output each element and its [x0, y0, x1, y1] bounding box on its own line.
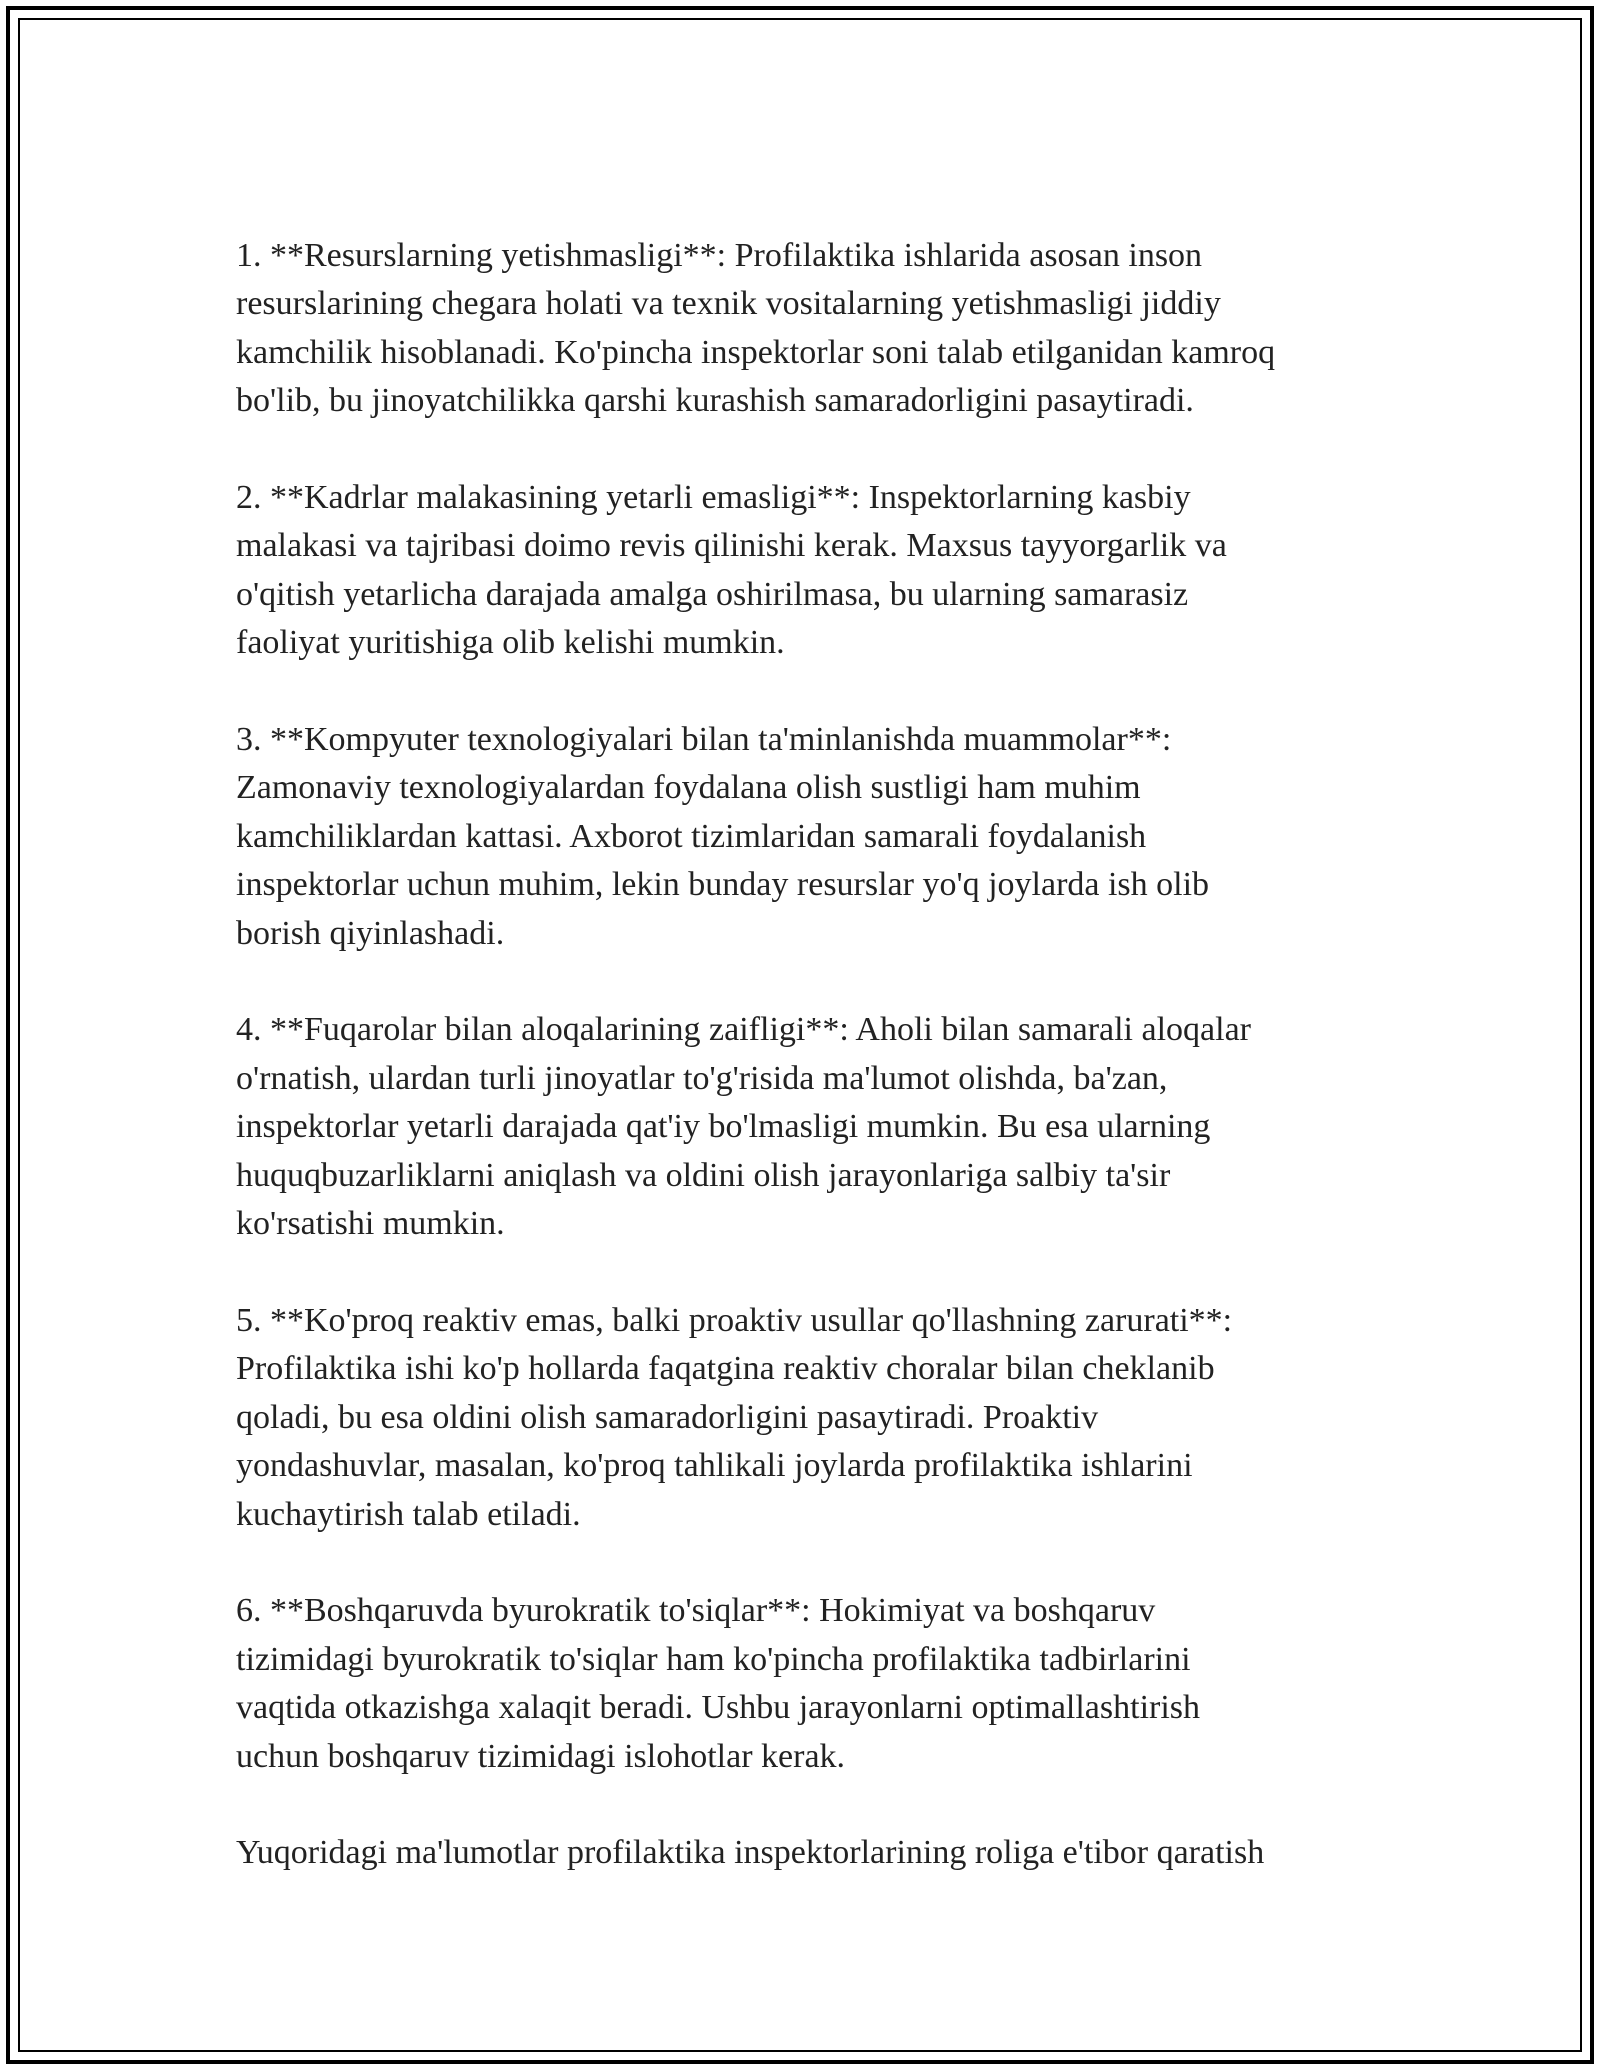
text-line: bo'lib, bu jinoyatchilikka qarshi kurashish samaradorligini pasaytiradi.: [236, 382, 1194, 420]
document-body: [236, 232, 1376, 1926]
paragraph-2: [236, 474, 1376, 668]
text-line: 5. **Ko'proq reaktiv emas, balki proaktiv usullar qo'llashning zarurati**:: [236, 1301, 1233, 1339]
paragraph-7: [236, 1829, 1376, 1877]
text-line: qoladi, bu esa oldini olish samaradorligini pasaytiradi. Proaktiv: [236, 1398, 1099, 1436]
text-line: inspektorlar yetarli darajada qat'iy bo'lmasligi mumkin. Bu esa ularning: [236, 1108, 1211, 1146]
text-line: faoliyat yuritishiga olib kelishi mumkin.: [236, 624, 785, 662]
text-line: yondashuvlar, masalan, ko'proq tahlikali joylarda profilaktika ishlarini: [236, 1447, 1193, 1485]
text-line: o'qitish yetarlicha darajada amalga oshirilmasa, bu ularning samarasiz: [236, 575, 1189, 613]
text-line: 4. **Fuqarolar bilan aloqalarining zaifligi**: Aholi bilan samarali aloqalar: [236, 1011, 1251, 1049]
paragraph-6: [236, 1587, 1376, 1781]
text-line: uchun boshqaruv tizimidagi islohotlar kerak.: [236, 1737, 846, 1775]
text-line: tizimidagi byurokratik to'siqlar ham ko'pincha profilaktika tadbirlarini: [236, 1640, 1191, 1678]
text-line: vaqtida otkazishga xalaqit beradi. Ushbu jarayonlarni optimallashtirish: [236, 1689, 1201, 1727]
text-line: o'rnatish, ulardan turli jinoyatlar to'g'risida ma'lumot olishda, ba'zan,: [236, 1059, 1168, 1097]
text-line: ko'rsatishi mumkin.: [236, 1205, 505, 1243]
text-line: 3. **Kompyuter texnologiyalari bilan ta'minlanishda muammolar**:: [236, 721, 1172, 759]
text-line: 1. **Resurslarning yetishmasligi**: Profilaktika ishlarida asosan inson: [236, 237, 1203, 274]
text-line: kamchilik hisoblanadi. Ko'pincha inspektorlar soni talab etilganidan kamroq: [236, 333, 1276, 371]
text-line: malakasi va tajribasi doimo revis qilinishi kerak. Maxsus tayyorgarlik va: [236, 527, 1227, 565]
text-line: huquqbuzarliklarni aniqlash va oldini olish jarayonlariga salbiy ta'sir: [236, 1156, 1171, 1194]
text-line: Zamonaviy texnologiyalardan foydalana olish sustligi ham muhim: [236, 769, 1141, 807]
text-line: borish qiyinlashadi.: [236, 914, 505, 952]
paragraph-4: [236, 1006, 1376, 1248]
text-line: Profilaktika ishi ko'p hollarda faqatgina reaktiv choralar bilan cheklanib: [236, 1350, 1215, 1388]
paragraph-5: [236, 1297, 1376, 1539]
text-line: resurslarining chegara holati va texnik vositalarning yetishmasligi jiddiy: [236, 285, 1221, 323]
text-line: kamchiliklardan kattasi. Axborot tizimlaridan samarali foydalanish: [236, 817, 1147, 855]
text-line: inspektorlar uchun muhim, lekin bunday resurslar yo'q joylarda ish olib: [236, 866, 1210, 904]
paragraph-1: [236, 232, 1376, 426]
text-line: Yuqoridagi ma'lumotlar profilaktika inspektorlarining roliga e'tibor qaratish: [236, 1834, 1265, 1872]
text-line: kuchaytirish talab etiladi.: [236, 1495, 581, 1533]
text-line: 2. **Kadrlar malakasining yetarli emasligi**: Inspektorlarning kasbiy: [236, 479, 1191, 517]
text-line: 6. **Boshqaruvda byurokratik to'siqlar**: Hokimiyat va boshqaruv: [236, 1592, 1156, 1630]
paragraph-3: [236, 716, 1376, 958]
